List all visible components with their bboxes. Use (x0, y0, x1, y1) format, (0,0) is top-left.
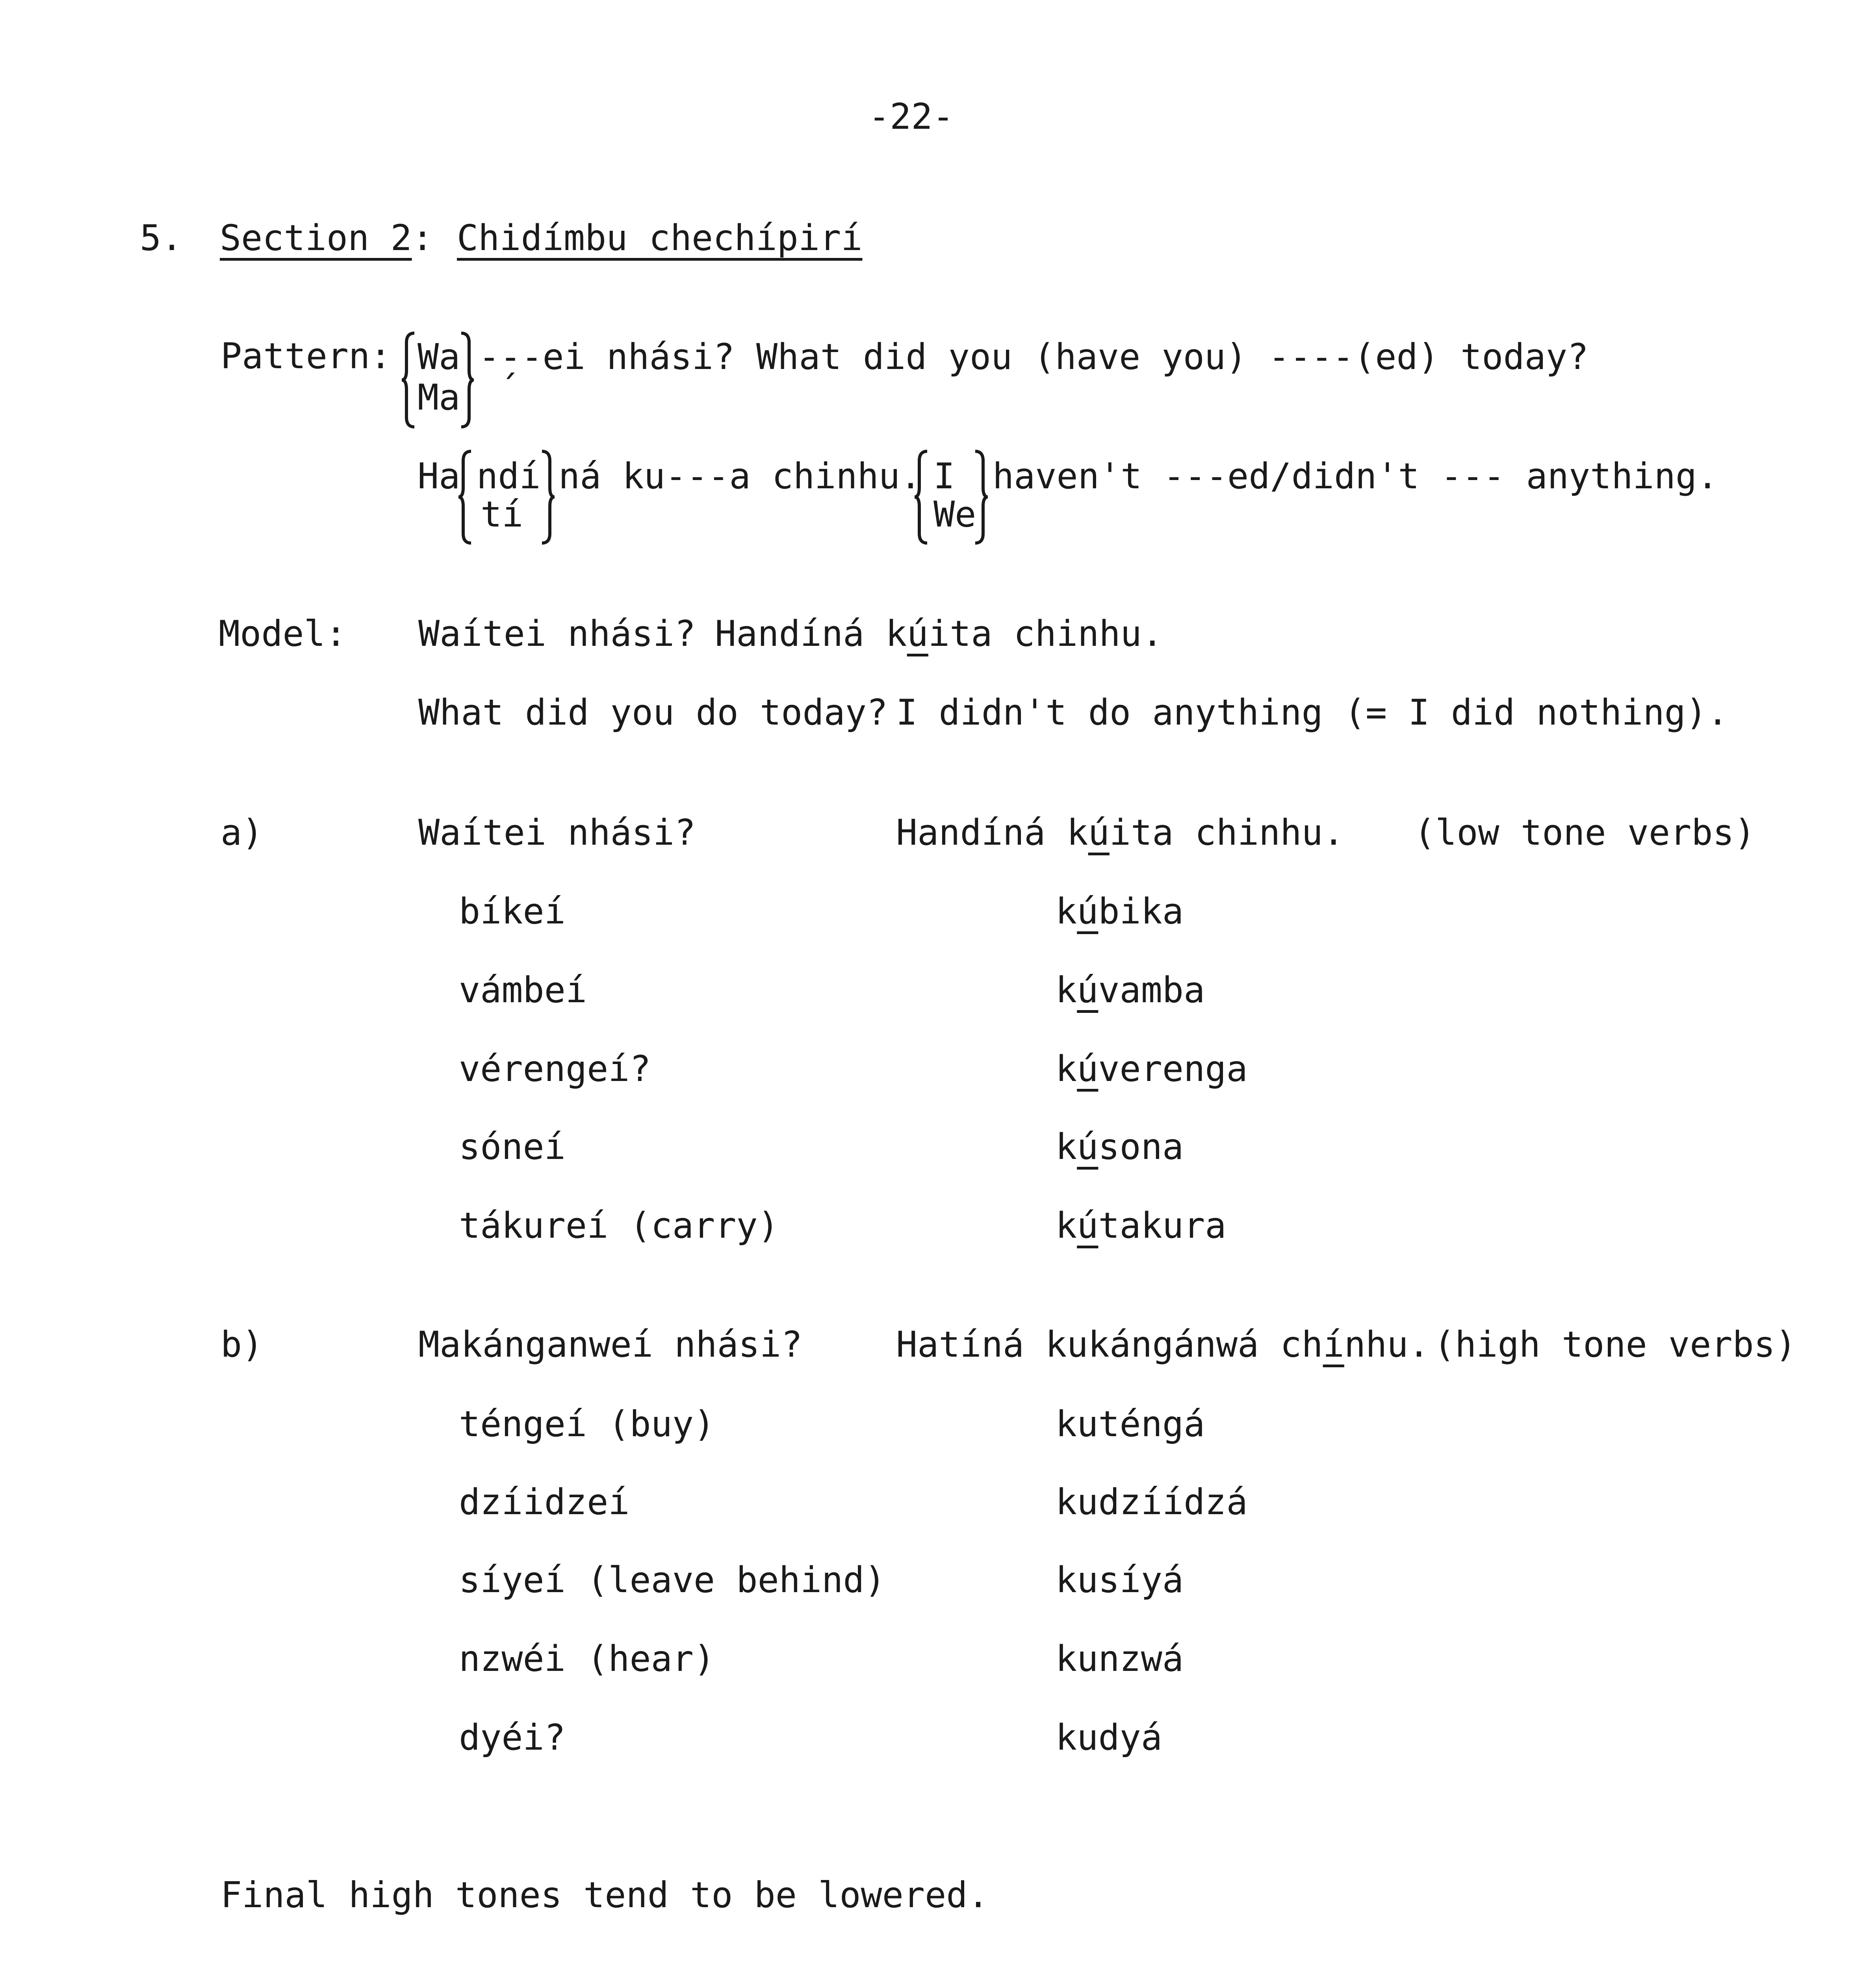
part-a-answer: Handíná kúita chinhu. (896, 812, 1344, 853)
right-brace-1 (459, 331, 475, 429)
left-brace-3 (914, 449, 930, 545)
list-item: kudyá (1056, 1717, 1162, 1758)
list-item: vámbeí (459, 970, 587, 1011)
part-a-label: a) (221, 812, 263, 853)
section-label: Section 2 (220, 217, 412, 259)
model-answer: Handíná kúita chinhu. (715, 613, 1163, 654)
section-colon: : (412, 217, 433, 259)
list-item: sóneí (459, 1126, 566, 1168)
list-item: tákureí (carry) (459, 1205, 779, 1246)
list-item: dyéi? (459, 1717, 566, 1758)
pattern-line1-english: What did you (have you) ----(ed) today? (756, 336, 1589, 378)
section-heading (220, 217, 433, 259)
list-item: kútakura (1056, 1205, 1227, 1246)
list-item: kúvamba (1056, 970, 1205, 1011)
list-item: bíkeí (459, 891, 566, 932)
pattern-line2-english: haven't ---ed/didn't --- anything. (993, 456, 1718, 497)
pattern-ha: Ha (418, 456, 460, 497)
page-number: -22- (868, 96, 954, 137)
list-item: kúsona (1056, 1126, 1184, 1168)
brace2-bottom: tí (481, 494, 523, 535)
brace3-top: I (933, 456, 955, 497)
list-item: kunzwá (1056, 1638, 1184, 1680)
list-item: kuténgá (1056, 1404, 1205, 1445)
right-brace-2 (540, 449, 555, 545)
part-b-question: Makánganweí nhási? (418, 1324, 803, 1365)
list-item: kúverenga (1056, 1048, 1248, 1090)
list-item: dzíidzeí (459, 1481, 630, 1523)
brace2-top: ndí (477, 456, 541, 497)
list-item: síyeí (leave behind) (459, 1559, 886, 1601)
left-brace-2 (458, 449, 473, 545)
part-b-note: (high tone verbs) (1434, 1324, 1797, 1365)
left-brace-1 (401, 331, 417, 429)
model-translation-question: What did you do today? (418, 692, 888, 733)
list-item: vérengeí? (459, 1048, 651, 1090)
section-title: Chidímbu chechípirí (457, 217, 863, 259)
part-b-answer: Hatíná kukángánwá chínhu. (896, 1324, 1430, 1365)
list-item: nzwéi (hear) (459, 1638, 715, 1680)
footnote: Final high tones tend to be lowered. (221, 1874, 989, 1916)
pattern-line1-rest: -̗--ei nhási? (479, 336, 735, 378)
brace1-top: Wa (418, 336, 460, 378)
right-brace-3 (973, 449, 989, 545)
section-number: 5. (140, 217, 183, 259)
model-translation-answer: I didn't do anything (= I did nothing). (896, 692, 1729, 733)
pattern-label: Pattern: (221, 336, 392, 377)
part-a-question: Waítei nhási? (418, 812, 696, 853)
part-b-label: b) (221, 1324, 263, 1365)
brace3-bottom: We (933, 494, 976, 535)
list-item: kudzíídzá (1056, 1481, 1248, 1523)
model-question: Waítei nhási? (418, 613, 696, 654)
list-item: kúbika (1056, 891, 1184, 932)
pattern-line2-rest: ná ku---a chinhu. (559, 456, 922, 497)
list-item: kusíyá (1056, 1559, 1184, 1601)
brace1-bottom: Ma (418, 377, 460, 418)
model-label: Model: (219, 613, 347, 654)
part-a-note: (low tone verbs) (1414, 812, 1755, 853)
list-item: téngeí (buy) (459, 1404, 715, 1445)
